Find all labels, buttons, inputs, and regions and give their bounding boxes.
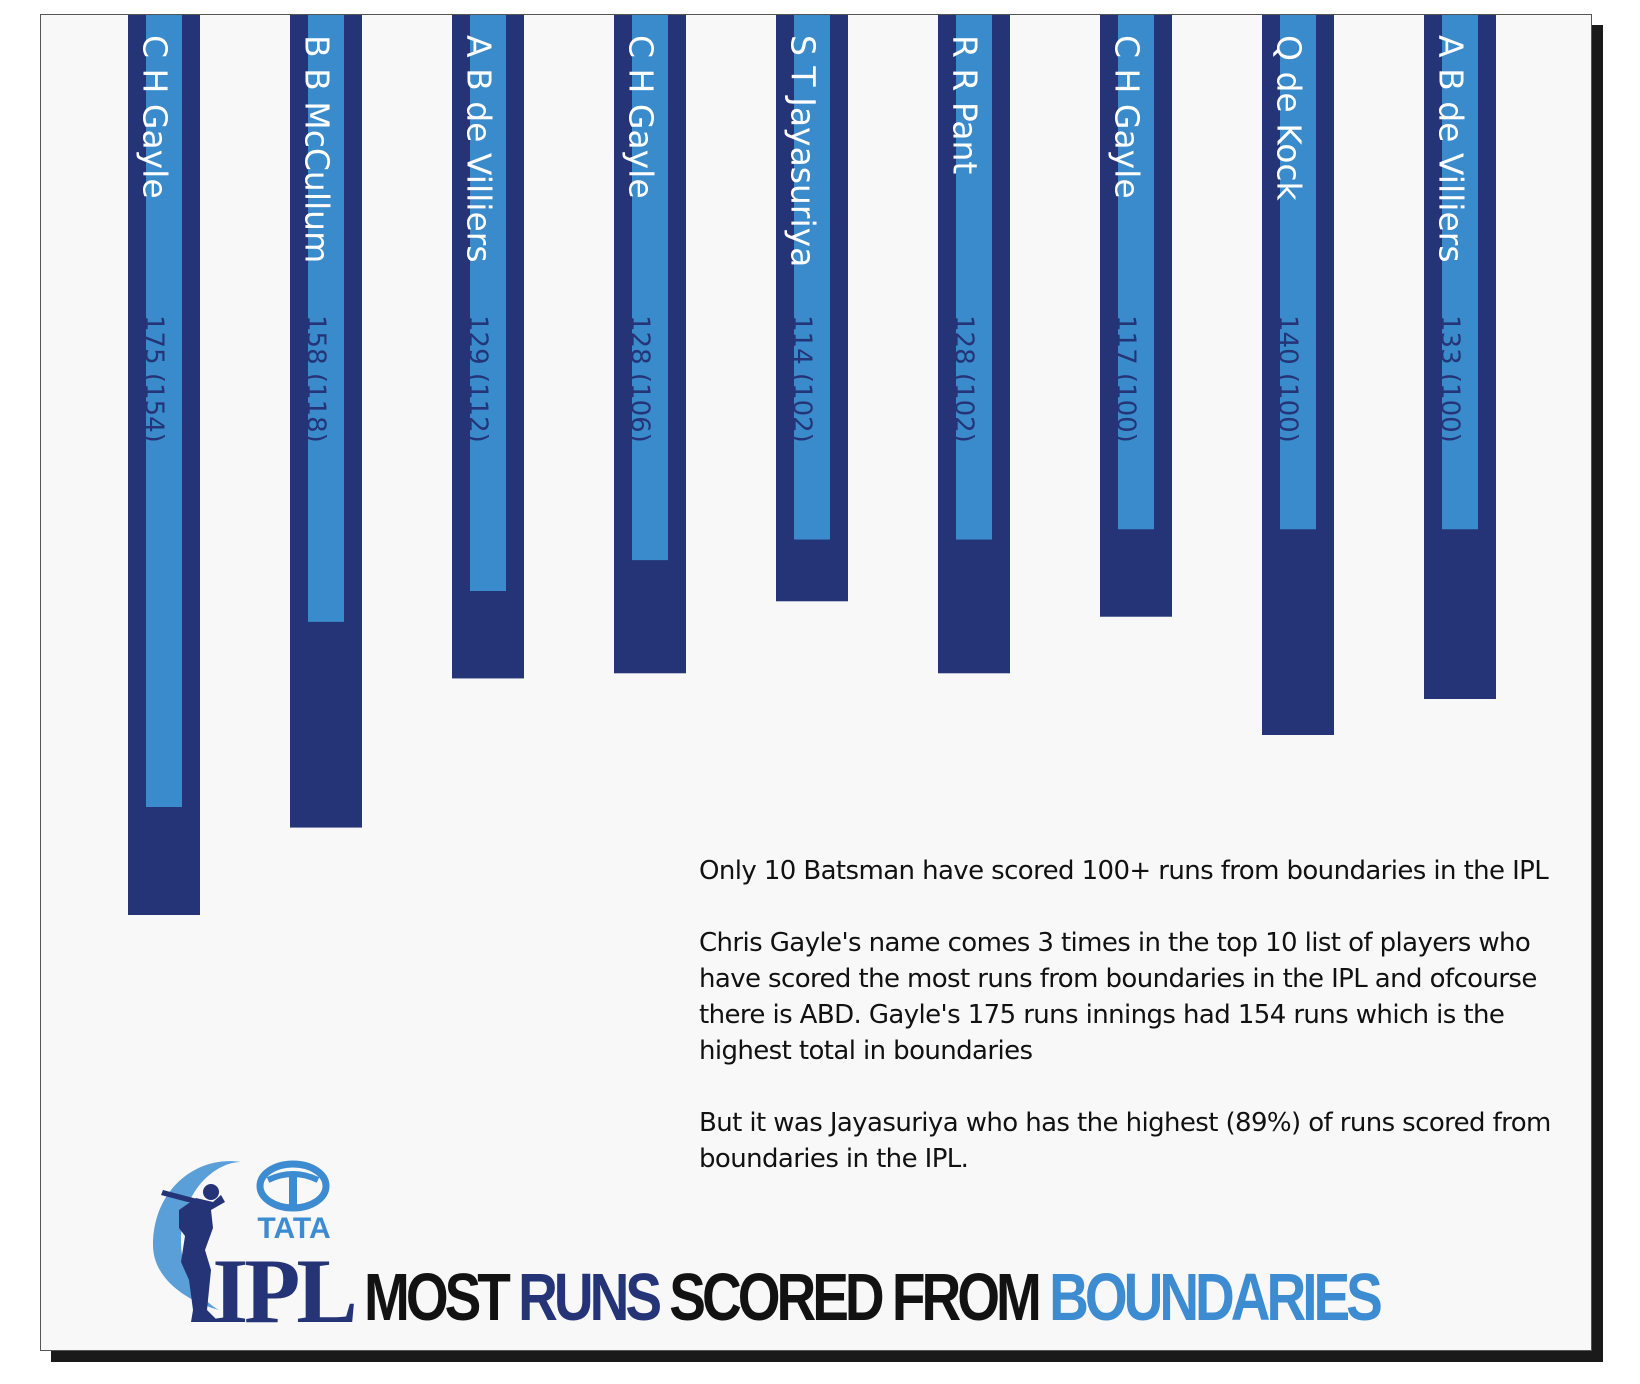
bar-group [1262,15,1334,735]
bar-category-label: C H Gayle [1107,35,1147,199]
bar-category-label: B B McCullum [297,35,337,264]
page-title [364,1258,1379,1336]
note-paragraph-3: But it was Jayasuriya who has the highest (89%) of runs scored from boundaries in the IPL. [699,1108,1551,1174]
infographic-card [40,14,1592,1351]
notes-text [699,853,1579,1213]
title-word-boundaries: BOUNDARIES [1049,1259,1379,1335]
tata-emblem-icon [260,1164,326,1208]
bar-category-label: A B de Villiers [1431,35,1471,263]
bar-data-label: 158 (118) [300,315,331,443]
bar-data-label: 114 (102) [786,315,817,443]
bar-data-label: 128 (106) [624,315,655,443]
bar-group [938,15,1010,673]
logo-league-text: IPL [212,1240,354,1335]
bar-category-label: C H Gayle [135,35,175,199]
bar-data-label: 133 (100) [1434,315,1465,443]
bar-group [1100,15,1172,617]
tata-ipl-logo [101,1150,371,1335]
bar-group [452,15,524,678]
bar-data-label: 129 (112) [462,315,493,443]
logo-brand-text: TATA [257,1212,331,1245]
bar-data-label: 117 (100) [1110,315,1141,443]
title-word-from: FROM [891,1259,1038,1335]
title-word-runs: RUNS [518,1259,659,1335]
bar-group [1424,15,1496,699]
bar-group [128,15,200,915]
bar-data-label: 128 (102) [948,315,979,443]
note-paragraph-2: Chris Gayle's name comes 3 times in the top 10 list of players who have scored the most runs from boundaries in the IPL and ofcourse there is ABD. Gayle's 175 runs innings had 154 runs which is the highest total in boundaries [699,928,1537,1066]
bar-category-label: C H Gayle [621,35,661,199]
bar-group [290,15,362,828]
title-word-most: MOST [364,1259,507,1335]
note-paragraph-1: Only 10 Batsman have scored 100+ runs from boundaries in the IPL [699,856,1549,886]
bar-category-label: Q de Kock [1269,35,1309,201]
bar-data-label: 140 (100) [1272,315,1303,443]
bar-category-label: S T Jayasuriya [783,35,823,268]
title-word-scored: SCORED [669,1259,881,1335]
bar-category-label: R R Pant [945,35,985,175]
bar-group [614,15,686,673]
batsman-head-icon [203,1184,219,1200]
bar-category-label: A B de Villiers [459,35,499,263]
bar-group [776,15,848,601]
bar-data-label: 175 (154) [138,315,169,443]
